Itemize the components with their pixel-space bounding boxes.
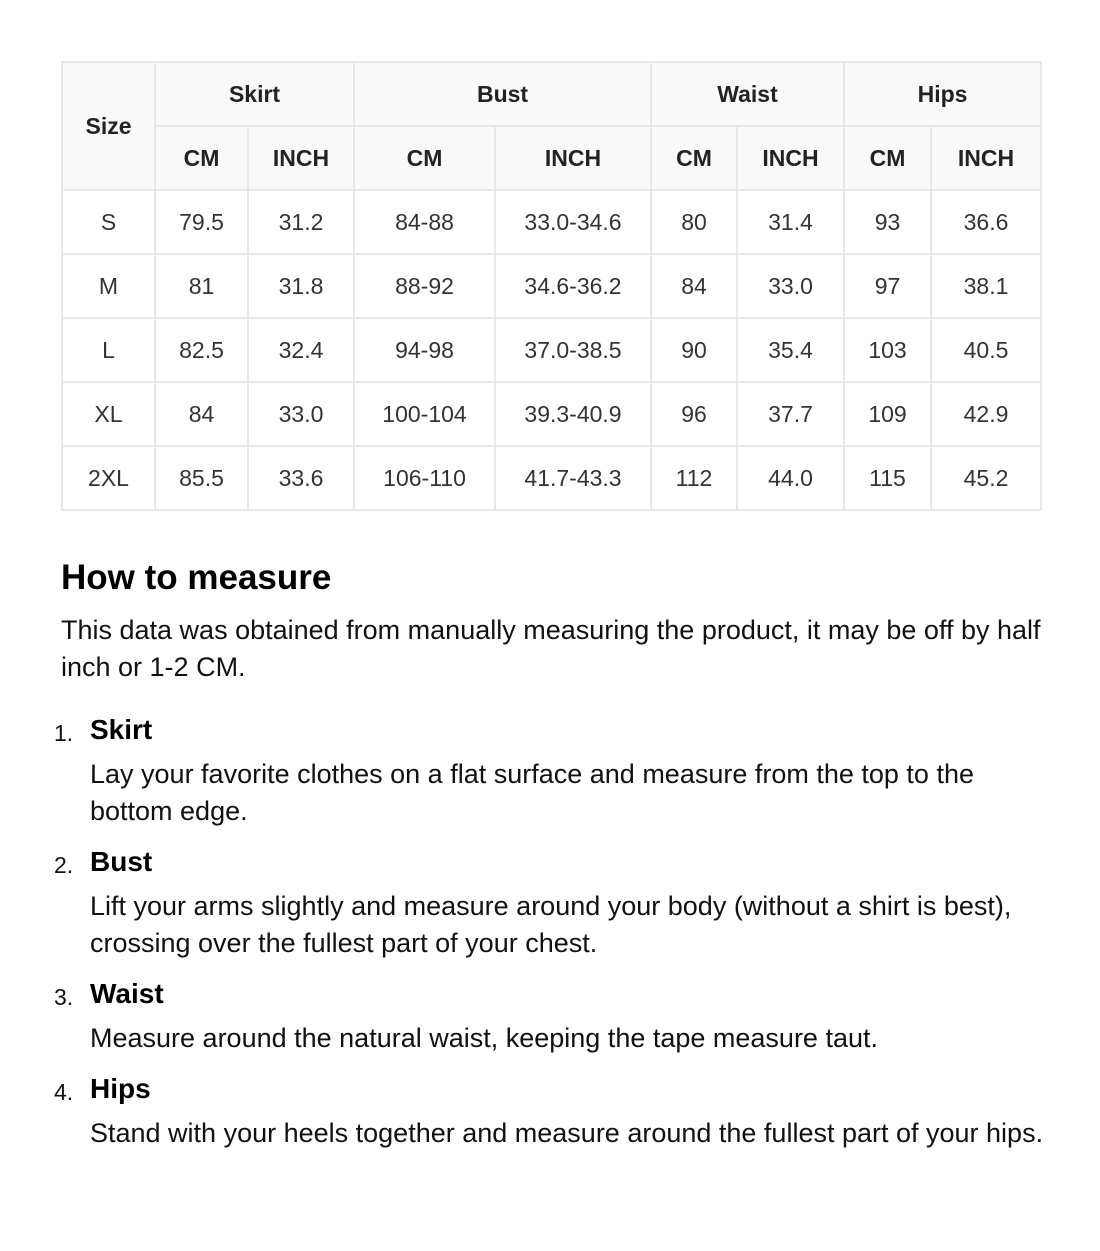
unit-header: CM <box>354 126 495 190</box>
table-row <box>62 190 1041 254</box>
table-cell: 31.8 <box>248 254 354 318</box>
measure-step-bust <box>0 842 1060 974</box>
table-cell: 32.4 <box>248 318 354 382</box>
table-cell: 84 <box>155 382 248 446</box>
table-cell: 103 <box>844 318 931 382</box>
step-title: Waist <box>90 978 164 1009</box>
table-cell: 33.0 <box>248 382 354 446</box>
size-cell: XL <box>62 382 155 446</box>
step-title: Hips <box>90 1073 151 1104</box>
size-column-header: Size <box>62 62 155 190</box>
table-cell: 33.0-34.6 <box>495 190 651 254</box>
measure-step-hips <box>0 1069 1060 1201</box>
measure-step-waist <box>0 974 1060 1069</box>
group-header-row <box>62 62 1041 126</box>
table-cell: 31.2 <box>248 190 354 254</box>
table-cell: 37.0-38.5 <box>495 318 651 382</box>
step-description: Lay your favorite clothes on a flat surface and measure from the top to the bottom edge. <box>90 759 974 826</box>
table-cell: 36.6 <box>931 190 1041 254</box>
table-cell: 82.5 <box>155 318 248 382</box>
unit-header: CM <box>651 126 737 190</box>
size-cell: 2XL <box>62 446 155 510</box>
table-cell: 40.5 <box>931 318 1041 382</box>
group-header-skirt: Skirt <box>155 62 354 126</box>
table-cell: 97 <box>844 254 931 318</box>
step-description: Lift your arms slightly and measure around your body (without a shirt is best), crossing over the fullest part of your chest. <box>90 891 1012 958</box>
table-cell: 33.6 <box>248 446 354 510</box>
table-cell: 45.2 <box>931 446 1041 510</box>
table-cell: 85.5 <box>155 446 248 510</box>
table-cell: 41.7-43.3 <box>495 446 651 510</box>
table-cell: 84-88 <box>354 190 495 254</box>
table-row <box>62 382 1041 446</box>
table-cell: 42.9 <box>931 382 1041 446</box>
table-cell: 100-104 <box>354 382 495 446</box>
table-cell: 79.5 <box>155 190 248 254</box>
step-number: 2. <box>54 852 74 878</box>
table-cell: 94-98 <box>354 318 495 382</box>
size-cell: S <box>62 190 155 254</box>
step-number: 1. <box>54 720 74 746</box>
table-cell: 33.0 <box>737 254 844 318</box>
group-header-hips: Hips <box>844 62 1041 126</box>
group-header-bust: Bust <box>354 62 651 126</box>
unit-header-row <box>62 126 1041 190</box>
measure-steps-list <box>0 710 1060 1201</box>
table-cell: 84 <box>651 254 737 318</box>
step-number: 3. <box>54 984 74 1010</box>
step-title: Skirt <box>90 714 153 745</box>
unit-header: CM <box>155 126 248 190</box>
table-cell: 39.3-40.9 <box>495 382 651 446</box>
step-description: Measure around the natural waist, keeping the tape measure taut. <box>90 1023 878 1053</box>
table-cell: 106-110 <box>354 446 495 510</box>
group-header-waist: Waist <box>651 62 844 126</box>
table-cell: 109 <box>844 382 931 446</box>
unit-header: INCH <box>737 126 844 190</box>
table-row <box>62 318 1041 382</box>
unit-header: INCH <box>931 126 1041 190</box>
size-cell: M <box>62 254 155 318</box>
table-cell: 37.7 <box>737 382 844 446</box>
table-cell: 115 <box>844 446 931 510</box>
size-chart-table <box>61 61 1042 511</box>
table-cell: 80 <box>651 190 737 254</box>
how-to-measure-heading: How to measure <box>61 558 332 597</box>
table-cell: 90 <box>651 318 737 382</box>
measure-step-skirt <box>0 710 1060 842</box>
table-cell: 38.1 <box>931 254 1041 318</box>
table-cell: 34.6-36.2 <box>495 254 651 318</box>
table-cell: 31.4 <box>737 190 844 254</box>
unit-header: INCH <box>248 126 354 190</box>
step-number: 4. <box>54 1079 74 1105</box>
table-row <box>62 446 1041 510</box>
table-cell: 35.4 <box>737 318 844 382</box>
table-cell: 96 <box>651 382 737 446</box>
table-cell: 44.0 <box>737 446 844 510</box>
table-cell: 112 <box>651 446 737 510</box>
size-cell: L <box>62 318 155 382</box>
step-description: Stand with your heels together and measure around the fullest part of your hips. <box>90 1118 1044 1148</box>
table-cell: 93 <box>844 190 931 254</box>
measure-intro-text: This data was obtained from manually measuring the product, it may be off by half inch or 1-2 CM. <box>61 615 1041 682</box>
table-cell: 81 <box>155 254 248 318</box>
table-row <box>62 254 1041 318</box>
table-cell: 88-92 <box>354 254 495 318</box>
step-title: Bust <box>90 846 153 877</box>
unit-header: INCH <box>495 126 651 190</box>
unit-header: CM <box>844 126 931 190</box>
